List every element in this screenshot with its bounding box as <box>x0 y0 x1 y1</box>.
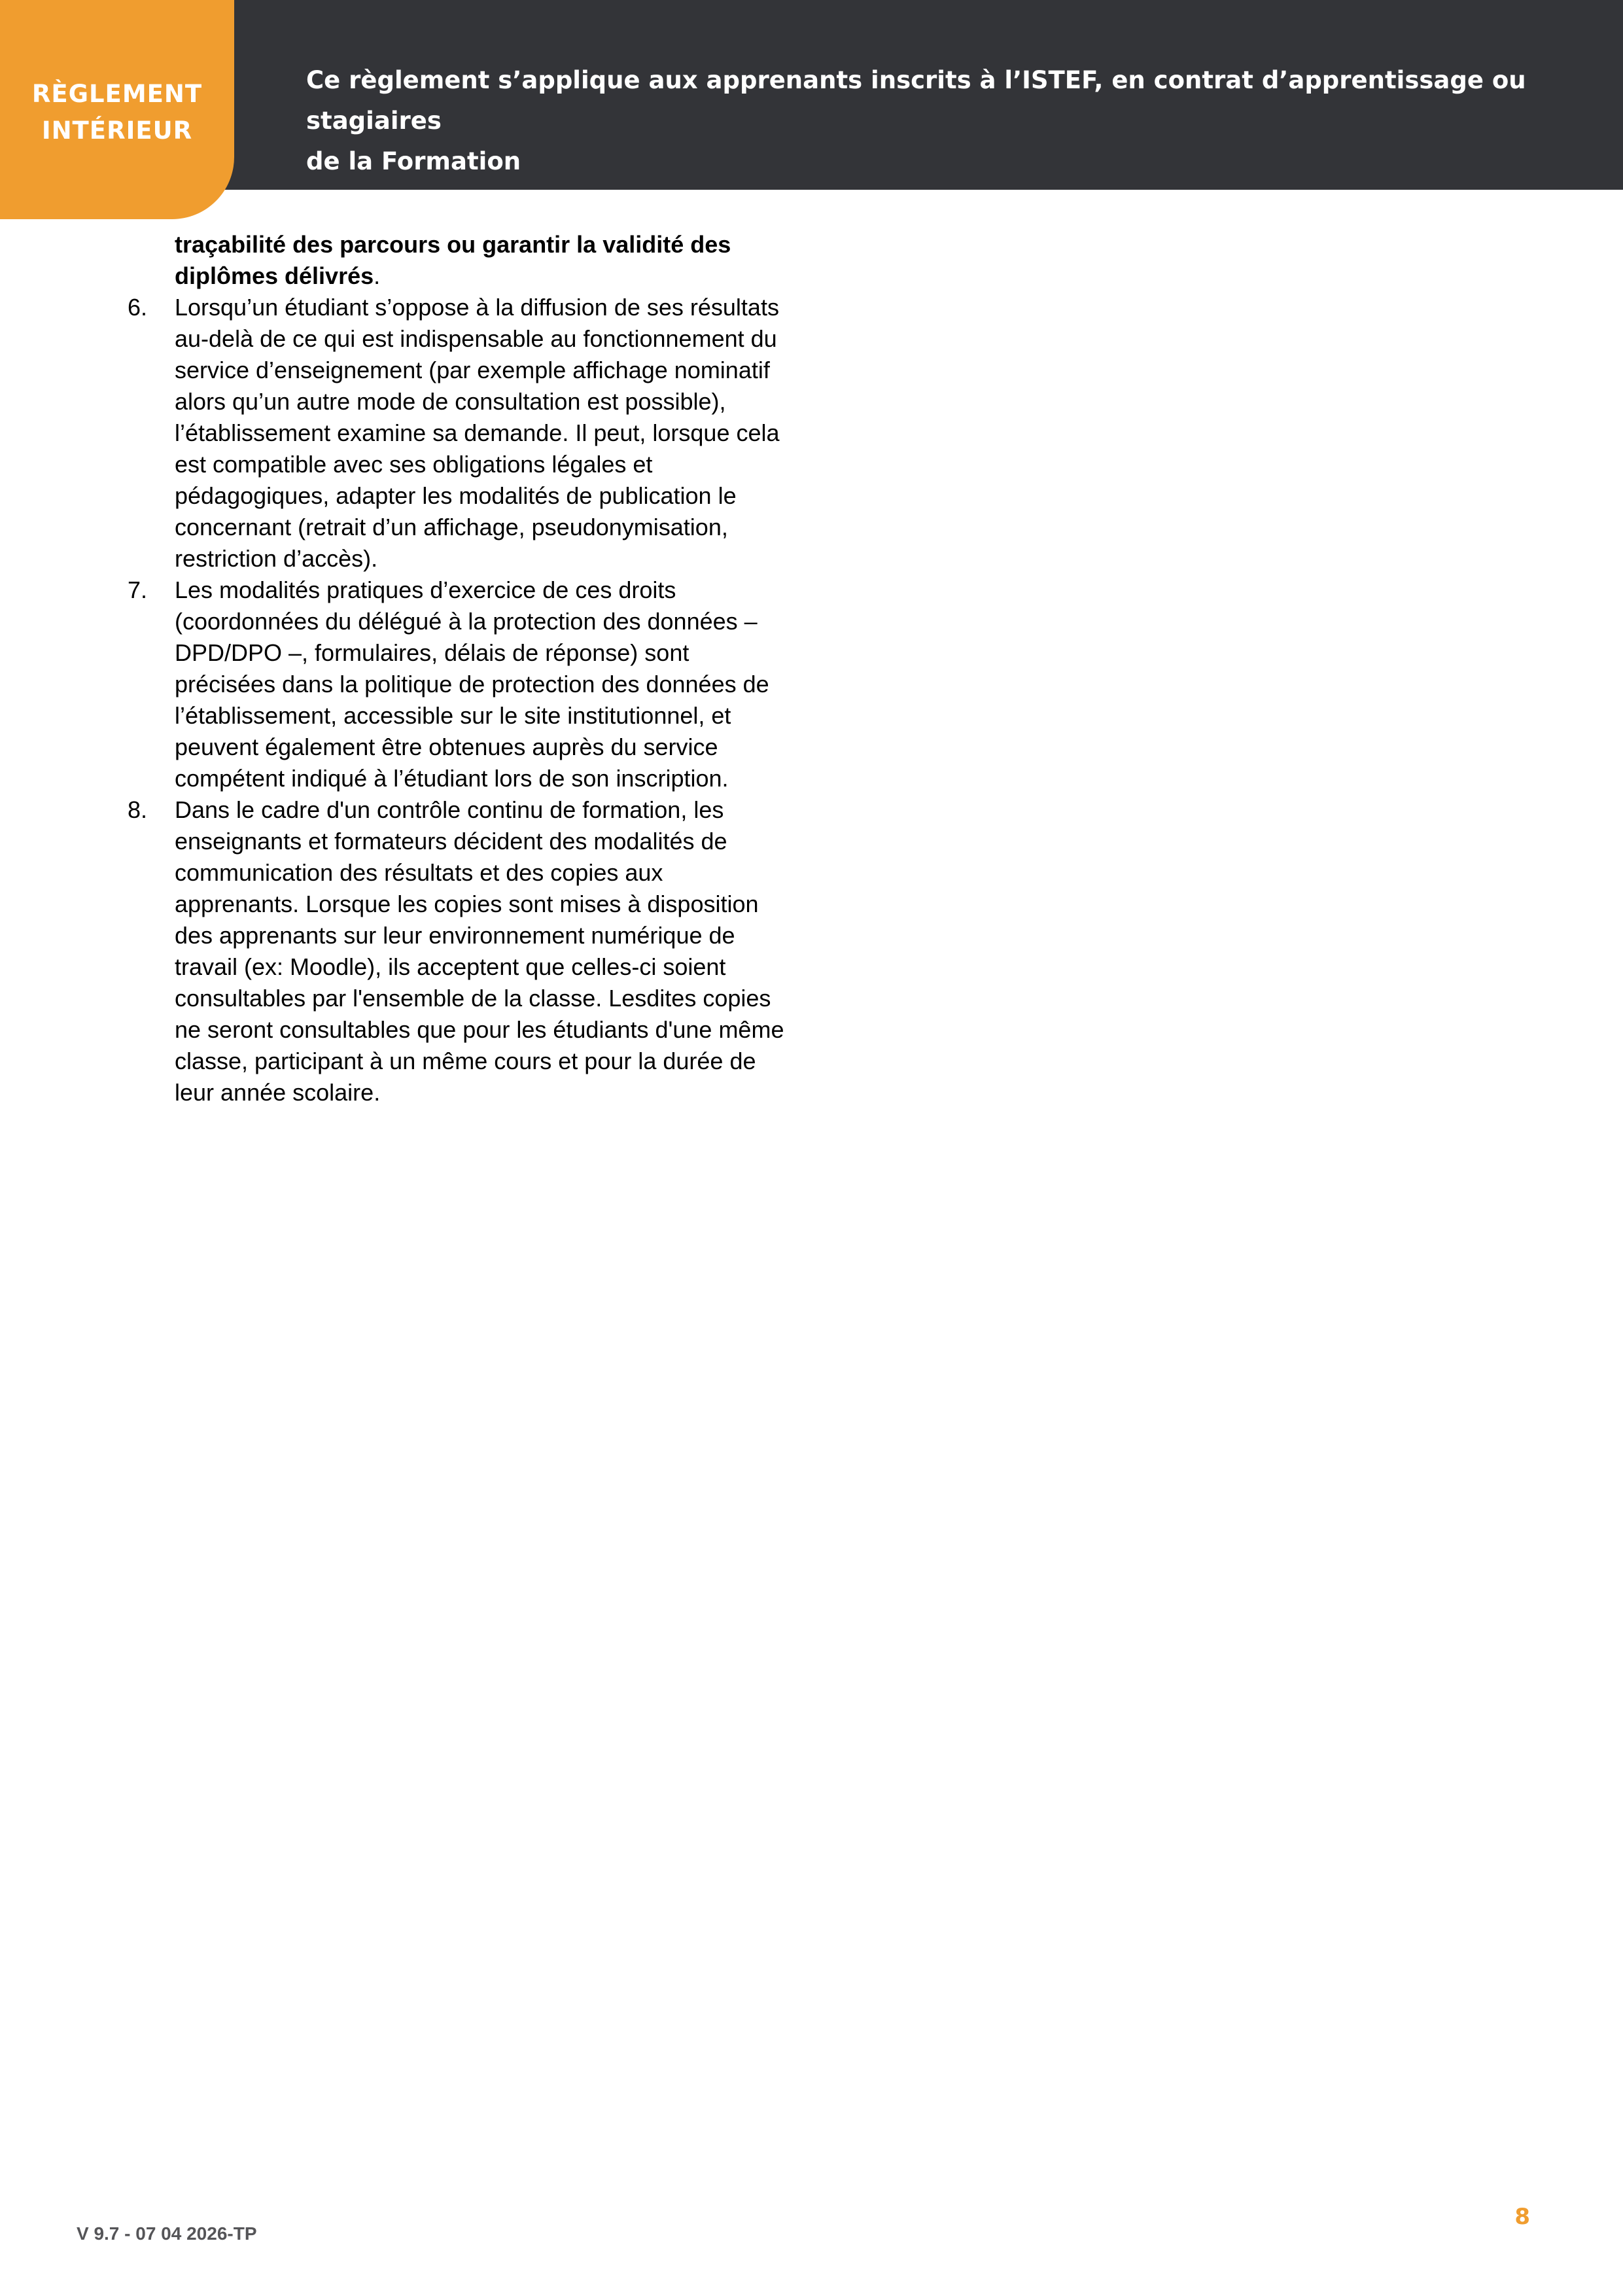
continued-tail: . <box>374 262 381 289</box>
continued-paragraph <box>175 229 788 292</box>
document-type-tab <box>0 0 234 219</box>
list-item-number: 8. <box>128 796 148 823</box>
list-item-number: 6. <box>128 294 148 321</box>
list-item <box>128 794 788 1108</box>
list-item-text: Dans le cadre d'un contrôle continu de formation, les enseignants et formateurs décident des modalités de communication des résultats et des copies aux apprenants. Lorsque les copies sont mises à disposition des apprenants sur leur environnement numérique de travail (ex: Moodle), ils acceptent que celles-ci soient consultables par l'ensemble de la classe. Lesdites copies ne seront consultables que pour les étudiants d'une même classe, participant à un même cours et pour la durée de leur année scolaire. <box>175 796 784 1106</box>
header-description-line-2: de la Formation <box>306 147 521 175</box>
list-item <box>128 574 788 794</box>
continued-bold-text: traçabilité des parcours ou garantir la validité des diplômes délivrés <box>175 231 731 289</box>
list-item-text: Lorsqu’un étudiant s’oppose à la diffusion de ses résultats au-delà de ce qui est indispensable au fonctionnement du service d’enseignement (par exemple affichage nominatif alors qu’un autre mode de consultation est possible), l’établissement examine sa demande. Il peut, lorsque cela est compatible avec ses obligations légales et pédagogiques, adapter les modalités de publication le concernant (retrait d’un affichage, pseudonymisation, restriction d’accès). <box>175 294 780 572</box>
list-item <box>128 292 788 574</box>
document-body <box>128 229 788 1108</box>
list-item-number: 7. <box>128 576 148 603</box>
numbered-list <box>128 292 788 1108</box>
document-version: V 9.7 - 07 04 2026-TP <box>77 2223 257 2244</box>
page-number: 8 <box>1514 2204 1530 2230</box>
list-item-text: Les modalités pratiques d’exercice de ces droits (coordonnées du délégué à la protection des données – DPD/DPO –, formulaires, délais de réponse) sont précisées dans la politique de protection des données de l’établissement, accessible sur le site institutionnel, et peuvent également être obtenues auprès du service compétent indiqué à l’étudiant lors de son inscription. <box>175 576 769 792</box>
document-type-line-2: INTÉRIEUR <box>41 116 193 145</box>
header-description-line-1: Ce règlement s’applique aux apprenants inscrits à l’ISTEF, en contrat d’apprentissage ou stagiaires <box>306 66 1526 135</box>
header-description <box>306 60 1536 182</box>
document-type-line-1: RÈGLEMENT <box>31 80 203 108</box>
document-type-label <box>0 76 234 149</box>
